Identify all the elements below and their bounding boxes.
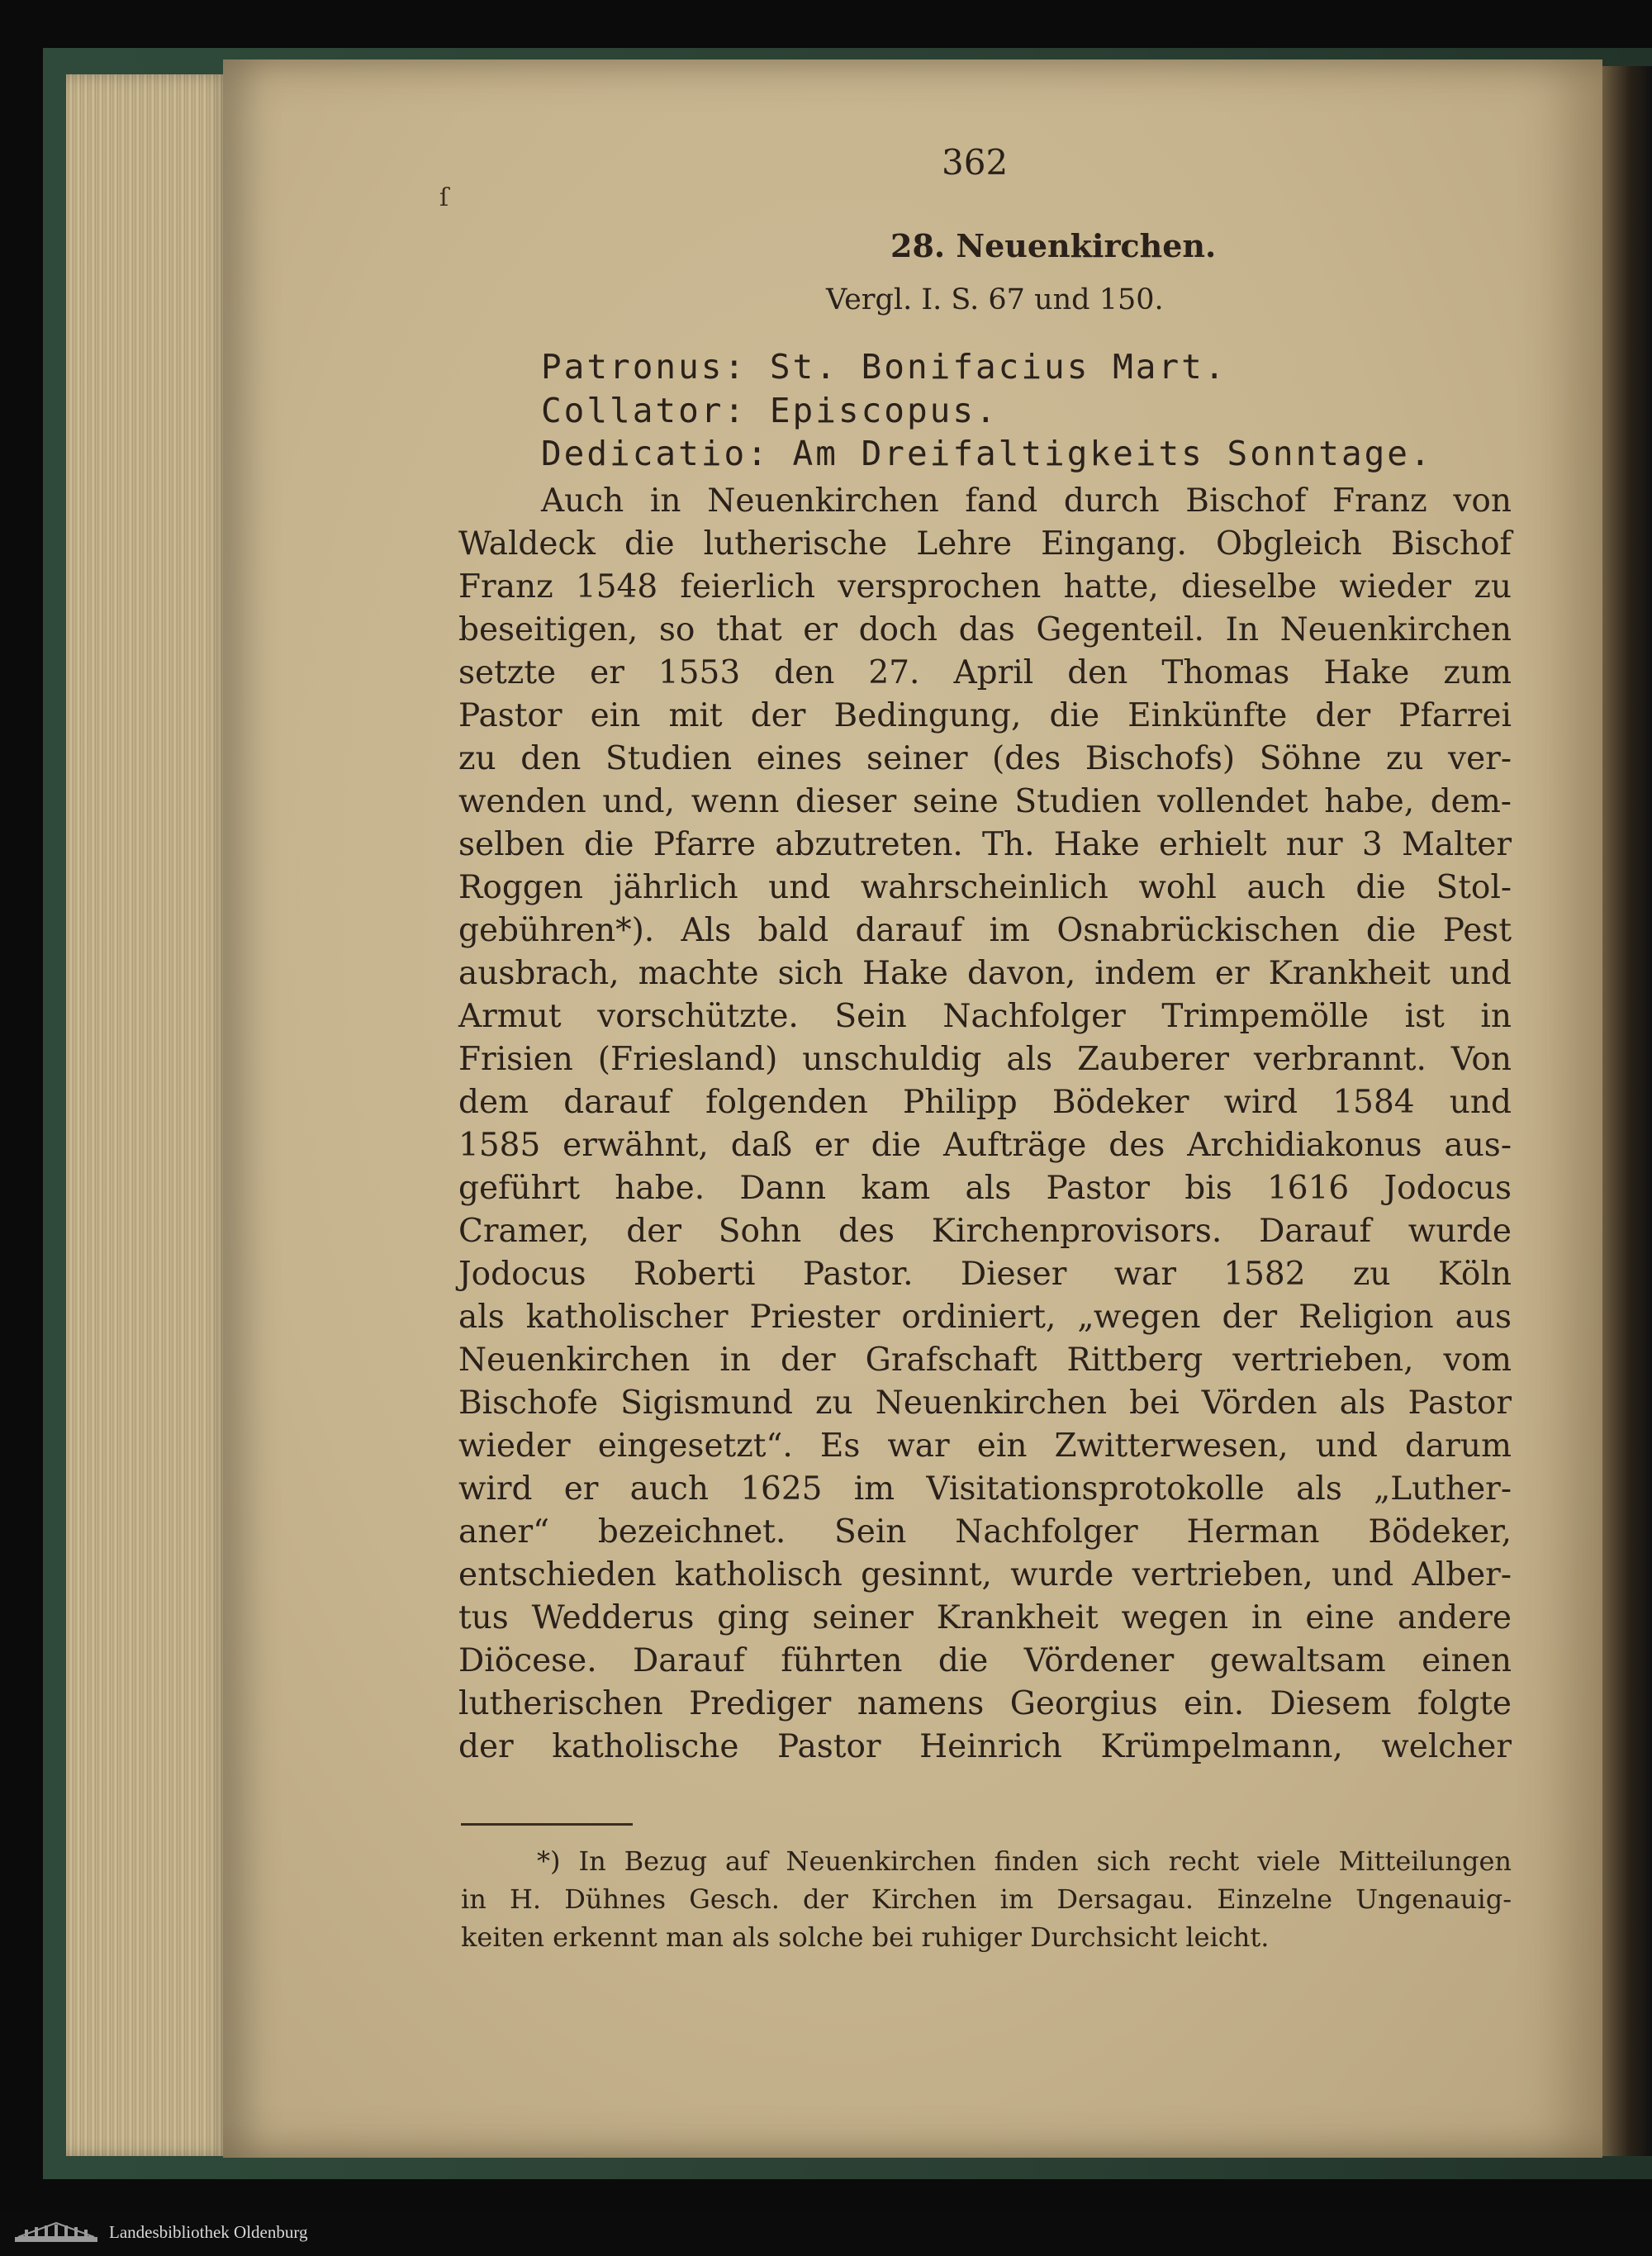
- footnote-line: keiten erkennt man als solche bei ruhiger Durchsicht leicht.: [461, 1921, 1270, 1953]
- margin-mark: ſ: [439, 183, 449, 212]
- body-line: dem darauf folgenden Philipp Bödeker wird 1584 und: [458, 1084, 1512, 1121]
- body-line: zu den Studien eines seiner (des Bischofs) Söhne zu ver-: [458, 740, 1512, 777]
- body-line: geführt habe. Dann kam als Pastor bis 1616 Jodocus: [458, 1170, 1512, 1207]
- body-line: Neuenkirchen in der Grafschaft Rittberg vertrieben, vom: [458, 1342, 1512, 1379]
- body-line: Jodocus Roberti Pastor. Dieser war 1582 zu Köln: [458, 1256, 1512, 1293]
- body-line: Diöcese. Darauf führten die Vördener gewaltsam einen: [458, 1642, 1512, 1679]
- dedicatio-line: Dedicatio: Am Dreifaltigkeits Sonntage.: [541, 434, 1433, 473]
- body-line: aner“ bezeichnet. Sein Nachfolger Herman Bödeker,: [458, 1513, 1512, 1551]
- body-line: Armut vorschützte. Sein Nachfolger Trimpemölle ist in: [458, 998, 1512, 1035]
- body-line: wenden und, wenn dieser seine Studien vollendet habe, dem-: [458, 783, 1512, 820]
- body-line: tus Wedderus ging seiner Krankheit wegen in eine andere: [458, 1599, 1512, 1636]
- body-line: Franz 1548 feierlich versprochen hatte, dieselbe wieder zu: [458, 568, 1512, 606]
- body-line: wird er auch 1625 im Visitationsprotokolle als „Luther-: [458, 1470, 1512, 1508]
- patronus-line: Patronus: St. Bonifacius Mart.: [541, 347, 1227, 387]
- body-line: ausbrach, machte sich Hake davon, indem er Krankheit und: [458, 955, 1512, 992]
- footnote-line: *) In Bezug auf Neuenkirchen finden sich recht viele Mitteilungen: [537, 1845, 1512, 1877]
- body-line: Bischofe Sigismund zu Neuenkirchen bei Vörden als Pastor: [458, 1384, 1512, 1422]
- library-name: Landesbibliothek Oldenburg: [109, 2222, 308, 2242]
- body-line: Frisien (Friesland) unschuldig als Zauberer verbrannt. Von: [458, 1041, 1512, 1078]
- body-line: Cramer, der Sohn des Kirchenprovisors. Darauf wurde: [458, 1213, 1512, 1250]
- body-line: selben die Pfarre abzutreten. Th. Hake erhielt nur 3 Malter: [458, 826, 1512, 863]
- body-line: setzte er 1553 den 27. April den Thomas Hake zum: [458, 654, 1512, 691]
- body-line: Roggen jährlich und wahrscheinlich wohl auch die Stol-: [458, 869, 1512, 906]
- chapter-reference: Vergl. I. S. 67 und 150.: [826, 283, 1164, 316]
- body-line: 1585 erwähnt, daß er die Aufträge des Archidiakonus aus-: [458, 1127, 1512, 1164]
- chapter-heading: 28. Neuenkirchen.: [890, 227, 1217, 264]
- collator-line: Collator: Episcopus.: [541, 391, 999, 430]
- body-line: der katholische Pastor Heinrich Krümpelmann, welcher: [458, 1728, 1512, 1765]
- book-gutter: [1602, 66, 1652, 2156]
- footnote-line: in H. Dühnes Gesch. der Kirchen im Dersagau. Einzelne Ungenauig-: [461, 1883, 1512, 1915]
- page-number: 362: [942, 142, 1009, 183]
- body-line: Pastor ein mit der Bedingung, die Einkünfte der Pfarrei: [458, 697, 1512, 734]
- body-line: als katholischer Priester ordiniert, „wegen der Religion aus: [458, 1299, 1512, 1336]
- body-line: wieder eingesetzt“. Es war ein Zwitterwesen, und darum: [458, 1427, 1512, 1465]
- body-line: entschieden katholisch gesinnt, wurde vertrieben, und Alber-: [458, 1556, 1512, 1593]
- body-line: beseitigen, so that er doch das Gegenteil. In Neuenkirchen: [458, 611, 1512, 648]
- body-line: Auch in Neuenkirchen fand durch Bischof Franz von: [541, 482, 1512, 520]
- body-line: Waldeck die lutherische Lehre Eingang. Obgleich Bischof: [458, 525, 1512, 563]
- footnote-divider: [461, 1823, 633, 1826]
- page-edges: [66, 74, 231, 2156]
- body-line: lutherischen Prediger namens Georgius ein. Diesem folgte: [458, 1685, 1512, 1722]
- body-line: gebühren*). Als bald darauf im Osnabrückischen die Pest: [458, 912, 1512, 949]
- library-logo-icon: [13, 2220, 99, 2245]
